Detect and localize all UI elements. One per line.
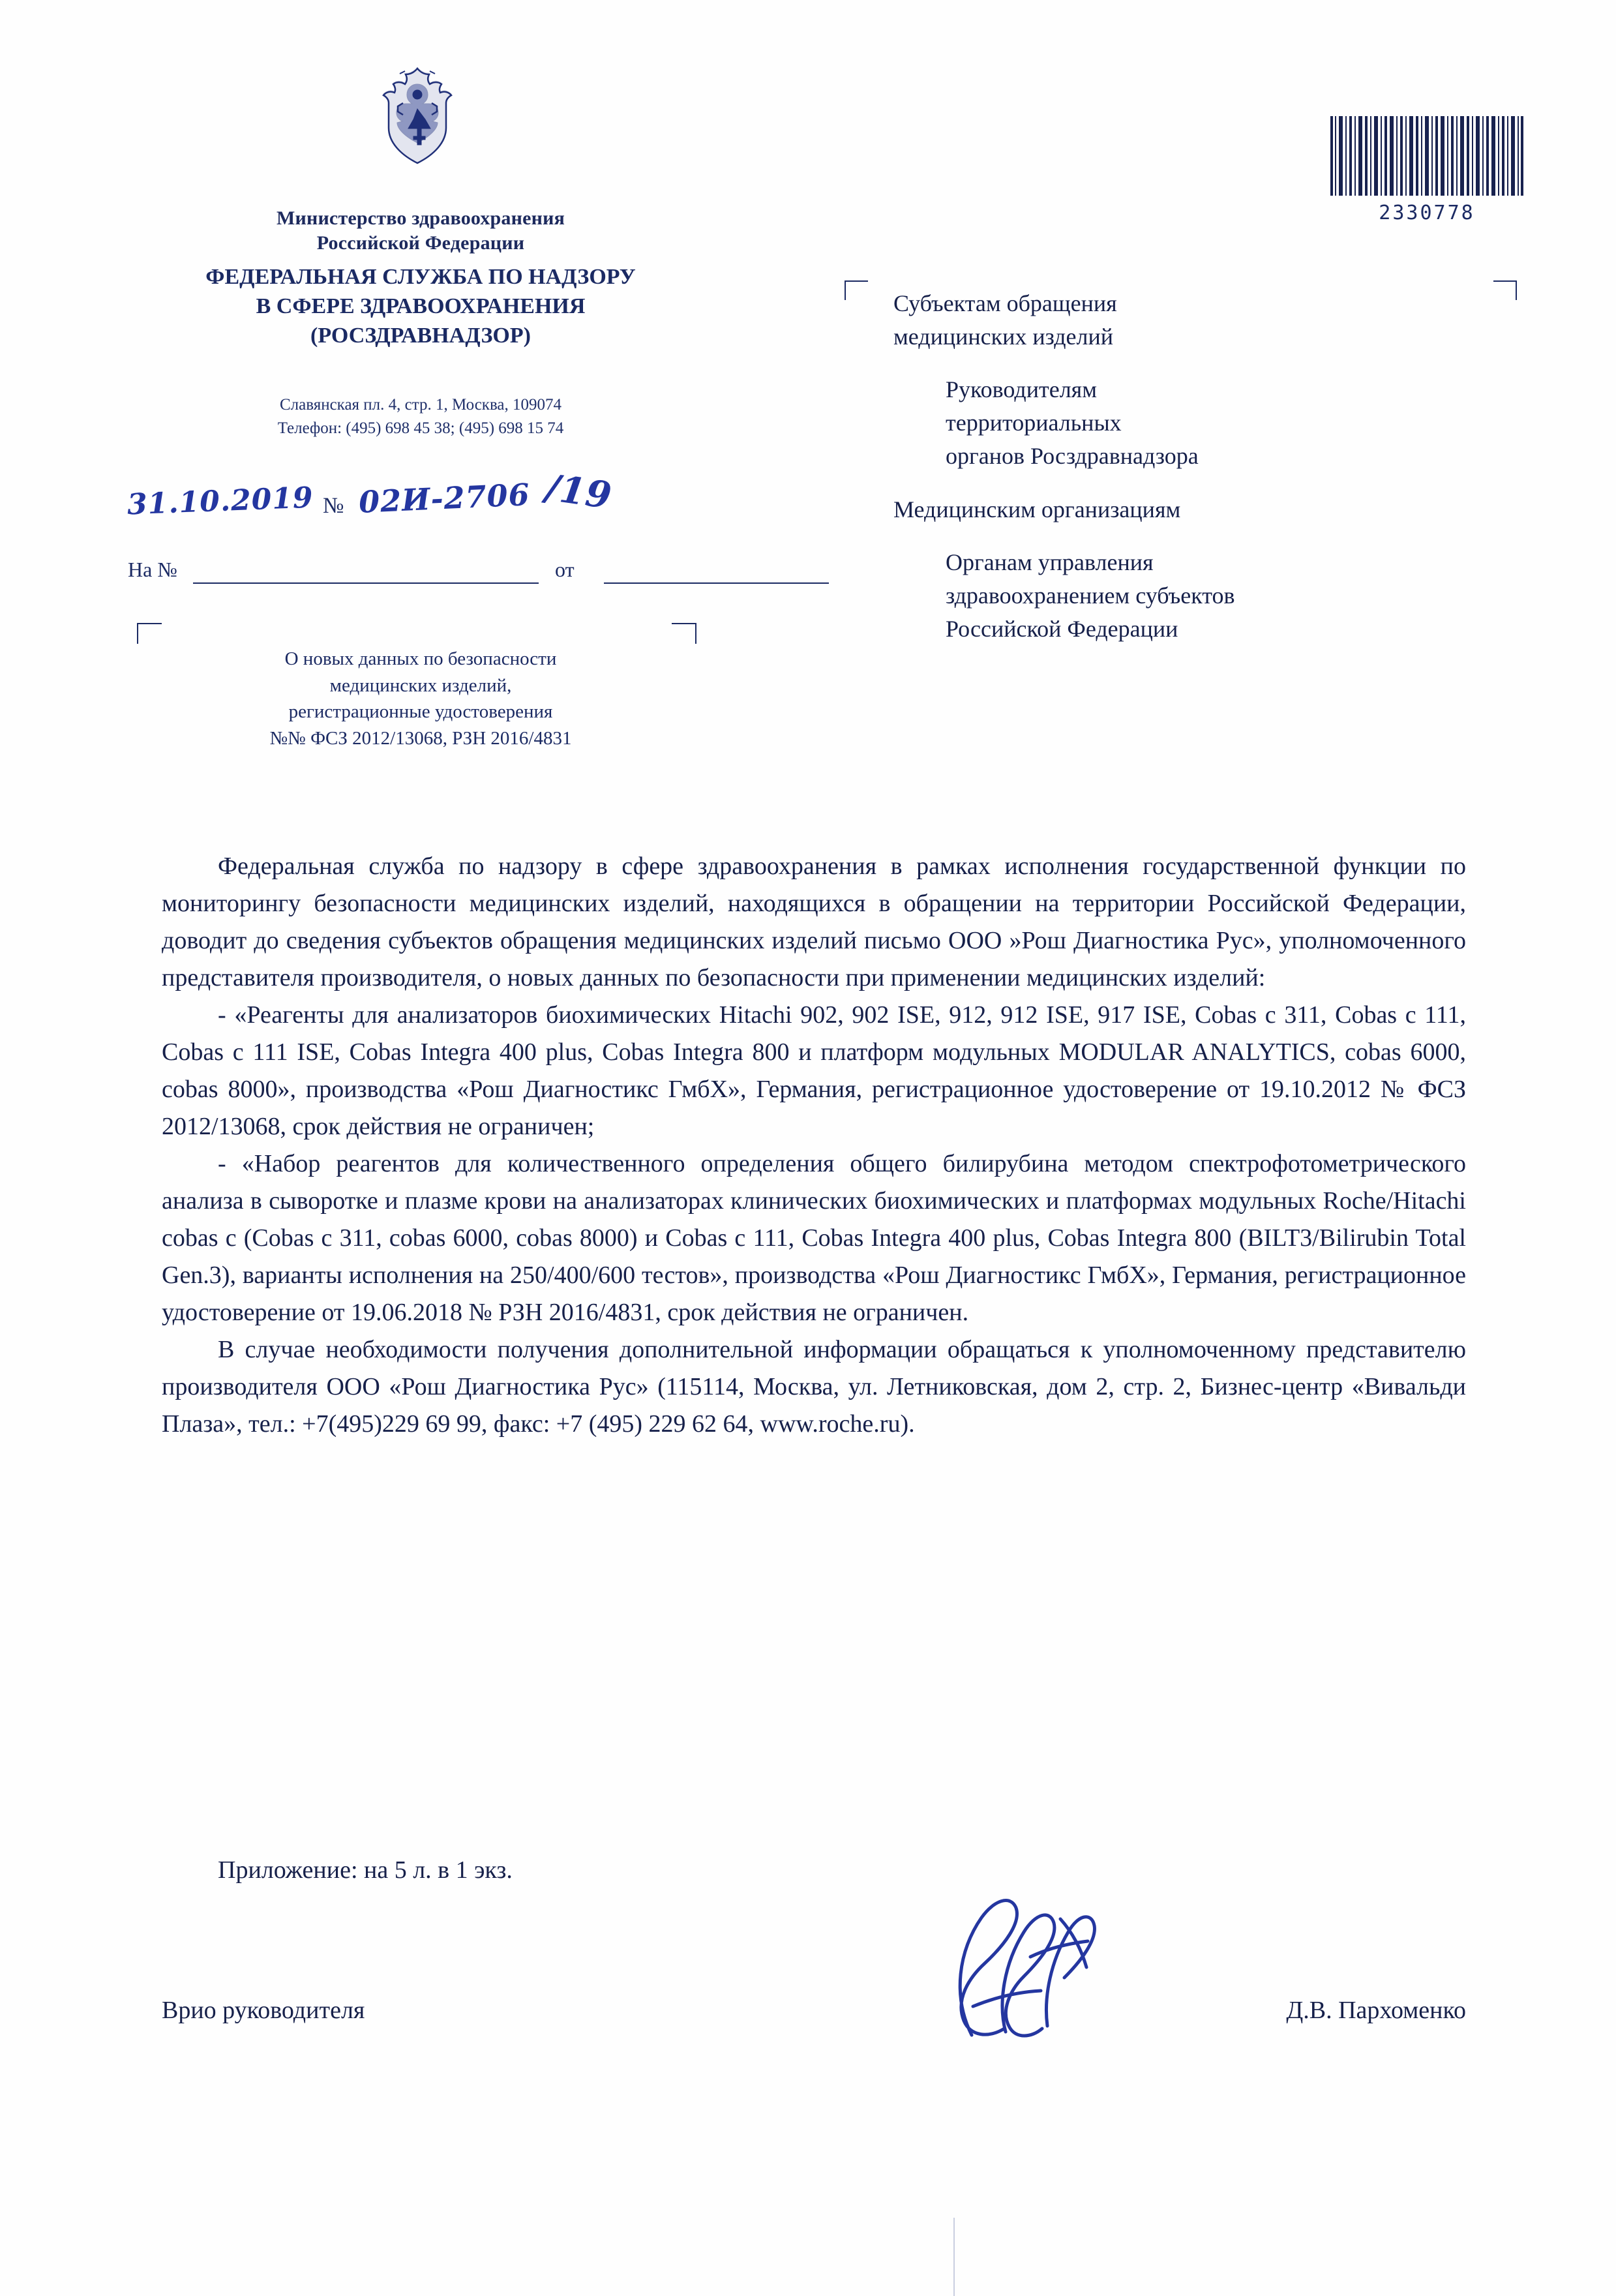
address-line-1: Славянская пл. 4, стр. 1, Москва, 109074 [279, 396, 562, 414]
ministry-heading [117, 206, 724, 256]
reply-number-label: На № [128, 558, 177, 581]
addressee-corner-top-left [845, 280, 868, 300]
subject-corner-top-left [137, 623, 162, 644]
fold-mark [953, 2218, 955, 2296]
addressee-4-line-2: здравоохранением субъектов [946, 582, 1235, 609]
addressee-2-line-3: органов Росздравнадзора [946, 443, 1199, 470]
subject-line-3: регистрационные удостоверения [288, 701, 553, 723]
addressee-4-line-3: Российской Федерации [946, 615, 1178, 642]
body-paragraph-2: - «Реагенты для анализаторов биохимических Hitachi 902, 902 ISE, 912, 912 ISE, 917 ISE, Cobas c 311, Cobas c 111, Cobas c 111 ISE, Cobas Integra 400 plus, Cobas Integra 800 и платформ модульных MODULAR ANALYTICS, cobas 6000, cobas 8000», производства «Рош Диагностикс ГмбХ», Германия, регистрационное удостоверение от 19.10.2012 № ФСЗ 2012/13068, срок действия не ограничен; [162, 1001, 1466, 1140]
body-paragraph-4: В случае необходимости получения дополнительной информации обращаться к уполномоченному представителю производителя ООО «Рош Диагностика Рус» (115114, Москва, ул. Летниковская, дом 2, стр. 2, Бизнес-центр «Вивальди Плаза», тел.: +7(495)229 69 99, факс: +7 (495) 229 62 64, www.roche.ru). [162, 1336, 1466, 1438]
russian-coat-of-arms-icon [368, 62, 466, 176]
reply-date-label: от [555, 558, 575, 581]
addressee-3 [893, 493, 1519, 526]
addressee-2 [893, 373, 1519, 473]
reply-number-rule [193, 582, 539, 584]
attachment-text: Приложение: на 5 л. в 1 экз. [218, 1856, 513, 1884]
registration-date: 31.10.2019 [127, 481, 314, 522]
subject-corner-top-right [672, 623, 696, 644]
subject-line-2: медицинских изделий, [329, 674, 512, 696]
addressee-2-line-1: Руководителям [946, 376, 1097, 403]
barcode-image [1329, 116, 1525, 196]
addressee-block [893, 287, 1519, 665]
body-paragraph-1: Федеральная служба по надзору в сфере здравоохранения в рамках исполнения государственной функции по мониторингу безопасности медицинских изделий, находящихся в обращении на территории Российской Федерации, доводит до сведения субъектов обращения медицинских изделий письмо ООО »Рош Диагностика Рус», уполномоченного представителя производителя, о новых данных по безопасности при применении медицинских изделий: [162, 853, 1466, 991]
service-line-3: (РОСЗДРАВНАДЗОР) [310, 324, 531, 348]
barcode-number: 2330778 [1379, 202, 1475, 224]
subject-line-1: О новых данных по безопасности [284, 648, 557, 669]
number-sign: № [323, 494, 344, 518]
address-line-2: Телефон: (495) 698 45 38; (495) 698 15 74 [277, 419, 564, 437]
letter-body [162, 848, 1466, 1443]
service-heading [108, 262, 734, 351]
letterhead-address [124, 393, 717, 440]
barcode-block [1326, 116, 1528, 224]
ministry-line-1: Министерство здравоохранения [276, 207, 565, 229]
addressee-1 [893, 287, 1519, 354]
service-line-1: ФЕДЕРАЛЬНАЯ СЛУЖБА ПО НАДЗОРУ [205, 265, 636, 289]
registration-number-suffix: /19 [543, 466, 615, 518]
subject-block [147, 646, 695, 751]
addressee-2-line-2: территориальных [946, 410, 1122, 436]
service-line-2: В СФЕРЕ ЗДРАВООХРАНЕНИЯ [256, 294, 586, 319]
subject-line-4: №№ ФСЗ 2012/13068, РЗН 2016/4831 [269, 727, 572, 749]
ministry-line-2: Российской Федерации [316, 232, 525, 254]
body-paragraph-3: - «Набор реагентов для количественного определения общего билирубина методом спектрофотометрического анализа в сыворотке и плазме крови на анализаторах клинических биохимических и платформах модульных Roche/Hitachi cobas c (Cobas c 311, cobas 6000, cobas 8000) и Cobas c 111, Cobas Integra 400 plus, Cobas Integra 800 (BILT3/Bilirubin Total Gen.3), варианты исполнения на 250/400/600 тестов», производства «Рош Диагностикс ГмбХ», Германия, регистрационное удостоверение от 19.06.2018 № РЗН 2016/4831, срок действия не ограничен. [162, 1150, 1466, 1326]
addressee-1-line-2: медицинских изделий [893, 324, 1114, 350]
registration-line [127, 466, 858, 538]
reply-reference-line [128, 558, 780, 589]
addressee-4 [893, 546, 1519, 646]
signer-title: Врио руководителя [162, 1997, 365, 2024]
addressee-1-line-1: Субъектам обращения [893, 290, 1117, 316]
registration-number: 02И-2706 [357, 477, 531, 520]
addressee-4-line-1: Органам управления [946, 549, 1154, 575]
signer-name: Д.В. Пархоменко [1286, 1997, 1466, 2024]
attachment-note [162, 1856, 1466, 1884]
reply-date-rule [604, 582, 829, 584]
signature-row [162, 1996, 1466, 2042]
addressee-3-line-1: Медицинским организациям [893, 496, 1181, 522]
